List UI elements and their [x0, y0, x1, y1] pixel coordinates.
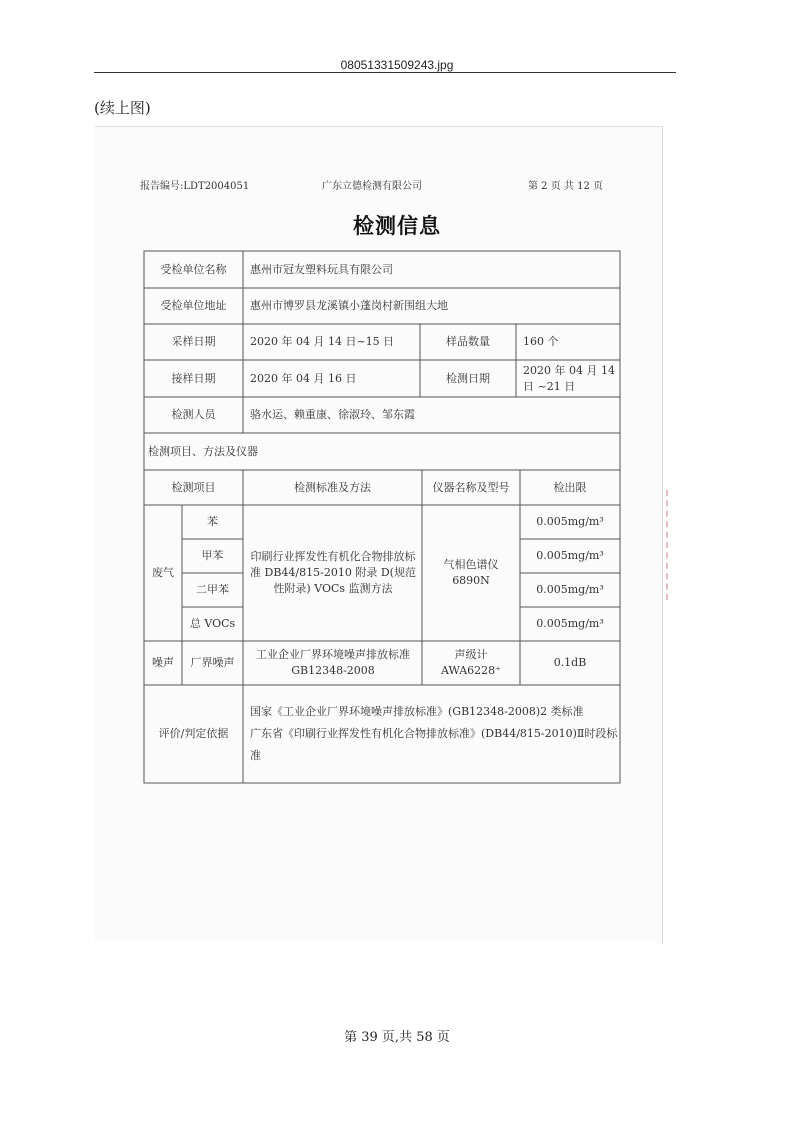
- limit-toluene: 0.005mg/m³: [536, 549, 604, 563]
- evaluation-label: 评价/判定依据: [158, 727, 229, 741]
- limit-benzene: 0.005mg/m³: [536, 515, 604, 529]
- waste-gas-category: 废气: [152, 566, 174, 580]
- column-item: 检测项目: [171, 480, 216, 494]
- item-total-vocs: 总 VOCs: [189, 617, 236, 631]
- sample-count-value: 160 个: [523, 335, 559, 349]
- column-method: 检测标准及方法: [294, 480, 371, 494]
- evaluation-line-1: 国家《工业企业厂界环境噪声排放标准》(GB12348-2008)2 类标准: [250, 705, 584, 718]
- item-boundary-noise: 厂界噪声: [190, 656, 235, 670]
- noise-instrument: 声级计 AWA6228⁺: [440, 648, 501, 677]
- file-name: 08051331509243.jpg: [340, 58, 454, 72]
- noise-method: 工业企业厂界环境噪声排放标准 GB12348-2008: [256, 648, 410, 677]
- continued-label: (续上图): [94, 99, 151, 117]
- report-number: 报告编号:LDT2004051: [140, 181, 250, 192]
- noise-category: 噪声: [152, 656, 174, 670]
- limit-xylene: 0.005mg/m³: [536, 583, 604, 597]
- section-heading: 检测项目、方法及仪器: [148, 444, 258, 458]
- waste-gas-instrument: 气相色谱仪 6890N: [443, 558, 499, 587]
- limit-noise: 0.1dB: [553, 656, 587, 670]
- unit-name-value: 惠州市冠友塑料玩具有限公司: [250, 262, 393, 276]
- item-xylene: 二甲苯: [196, 583, 229, 597]
- receive-date-label: 接样日期: [171, 371, 216, 385]
- evaluation-line-2: 广东省《印刷行业挥发性有机化合物排放标准》(DB44/815-2010)Ⅱ时段标准: [250, 727, 618, 762]
- limit-total-vocs: 0.005mg/m³: [536, 617, 604, 631]
- unit-address-label: 受检单位地址: [160, 299, 227, 313]
- item-benzene: 苯: [207, 515, 218, 529]
- sampling-date-value: 2020 年 04 月 14 日~15 日: [250, 335, 395, 349]
- unit-name-label: 受检单位名称: [160, 262, 227, 276]
- test-date-label: 检测日期: [446, 371, 490, 385]
- page-footer: 第 39 页,共 58 页: [344, 1030, 450, 1045]
- report-pages: 第 2 页 共 12 页: [528, 181, 603, 192]
- waste-gas-method: 印刷行业挥发性有机化合物排放标准 DB44/815-2010 附录 D(规范性附录) VOCs 监测方法: [250, 550, 416, 595]
- report-title: 检测信息: [353, 213, 441, 238]
- column-limit: 检出限: [553, 480, 587, 494]
- item-toluene: 甲苯: [201, 549, 224, 563]
- test-date-value: 2020 年 04 月 14 日 ~21 日: [523, 363, 615, 393]
- sample-count-label: 样品数量: [446, 335, 490, 349]
- column-instrument: 仪器名称及型号: [432, 480, 510, 494]
- test-staff-label: 检测人员: [171, 408, 216, 422]
- receive-date-value: 2020 年 04 月 16 日: [250, 371, 357, 385]
- report-company: 广东立德检测有限公司: [322, 181, 422, 192]
- evaluation-text: [243, 685, 620, 783]
- sampling-date-label: 采样日期: [171, 335, 216, 349]
- test-staff-value: 骆水运、赖重康、徐淑玲、邹东霞: [250, 408, 415, 422]
- unit-address-value: 惠州市博罗县龙溪镇小蓬岗村新围组大地: [250, 299, 448, 313]
